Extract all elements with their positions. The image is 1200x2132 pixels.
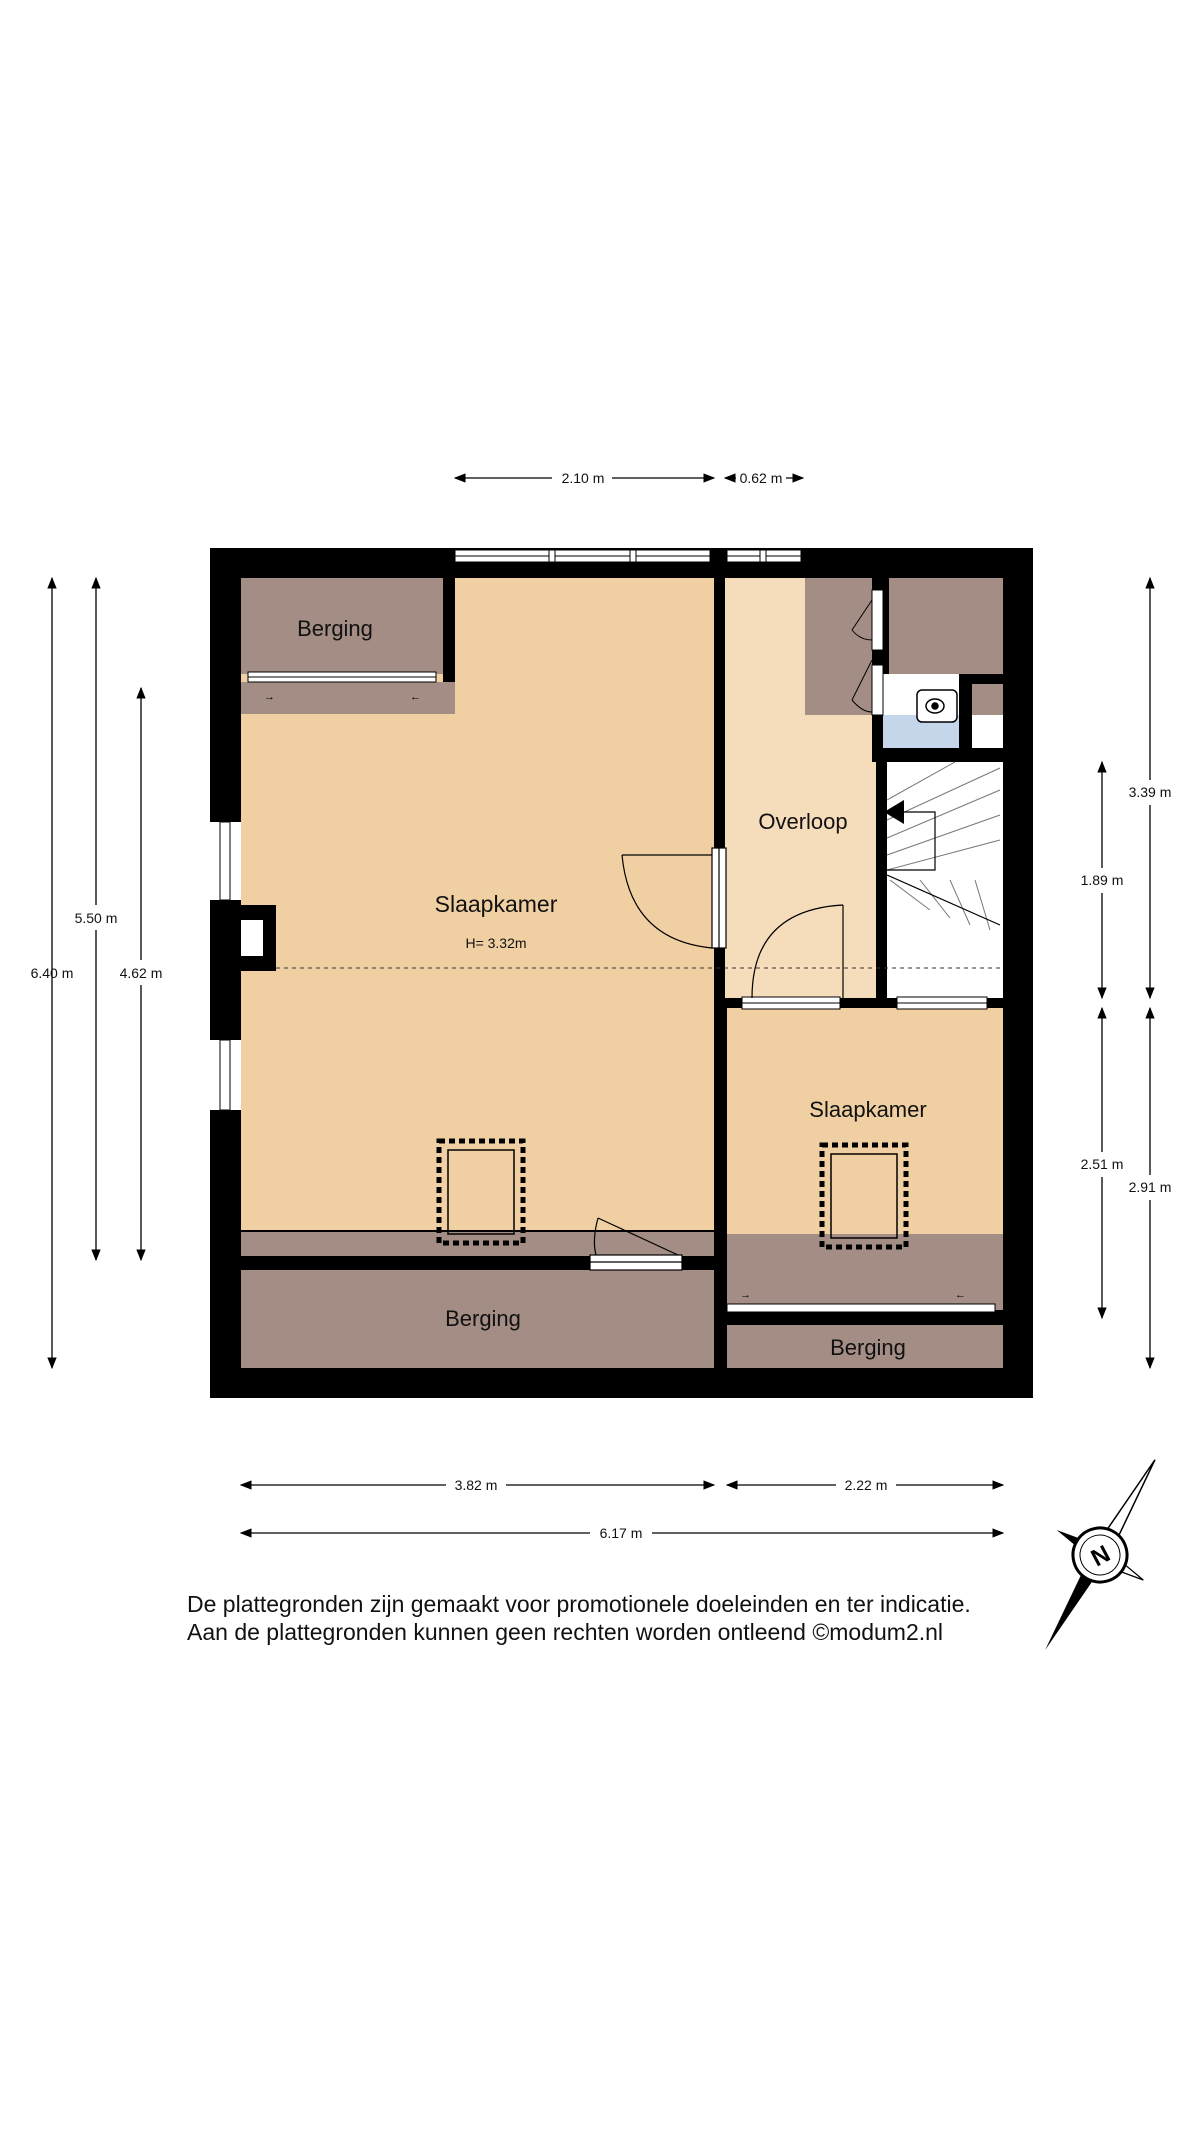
svg-text:←: ← bbox=[410, 691, 421, 703]
label-height-note: H= 3.32m bbox=[465, 935, 527, 951]
label-berging-top: Berging bbox=[297, 616, 373, 641]
label-slaapkamer-small: Slaapkamer bbox=[809, 1097, 927, 1122]
stair-floor bbox=[887, 762, 1003, 998]
dim-right-291: 2.91 m bbox=[1128, 1179, 1172, 1195]
dim-bottom-617: 6.17 m bbox=[599, 1525, 643, 1541]
dim-left-640: 6.40 m bbox=[30, 965, 74, 981]
top-windows bbox=[455, 550, 801, 562]
dim-left-462: 4.62 m bbox=[119, 965, 163, 981]
dim-bottom-222: 2.22 m bbox=[844, 1477, 888, 1493]
compass-label: N bbox=[1086, 1540, 1115, 1573]
disclaimer-line-1: De plattegronden zijn gemaakt voor promotionele doeleinden en ter indicatie. bbox=[187, 1591, 971, 1617]
svg-text:→: → bbox=[264, 691, 275, 703]
dim-right-189: 1.89 m bbox=[1080, 872, 1124, 888]
label-berging-bottom-left: Berging bbox=[445, 1306, 521, 1331]
dim-right-251: 2.51 m bbox=[1080, 1156, 1124, 1172]
dim-bottom-382: 3.82 m bbox=[454, 1477, 498, 1493]
label-overloop: Overloop bbox=[758, 809, 848, 834]
label-berging-bottom-right: Berging bbox=[830, 1335, 906, 1360]
wall-overloop-right bbox=[876, 752, 887, 998]
disclaimer-line-2: Aan de plattegronden kunnen geen rechten worden ontleend ©modum2.nl bbox=[187, 1619, 944, 1645]
wc-corner-white bbox=[972, 715, 1003, 748]
storage-top-right-2 bbox=[889, 578, 1003, 674]
toilet-icon bbox=[917, 690, 957, 722]
wall-center-vertical bbox=[714, 548, 725, 1368]
label-slaapkamer-main: Slaapkamer bbox=[434, 891, 558, 917]
dim-top-062: 0.62 m bbox=[739, 470, 783, 486]
dim-left-550: 5.50 m bbox=[74, 910, 118, 926]
svg-text:←: ← bbox=[955, 1289, 966, 1301]
wall-wc-bottom bbox=[872, 748, 1003, 762]
svg-text:→: → bbox=[740, 1289, 751, 1301]
wall-berging-top-right bbox=[443, 548, 455, 682]
wall-wc-top bbox=[959, 674, 1003, 684]
dim-right-339: 3.39 m bbox=[1128, 784, 1172, 800]
chimney-flue bbox=[241, 920, 263, 956]
storage-top-right bbox=[805, 578, 883, 715]
disclaimer bbox=[187, 1590, 1067, 1646]
dim-top-210: 2.10 m bbox=[561, 470, 605, 486]
